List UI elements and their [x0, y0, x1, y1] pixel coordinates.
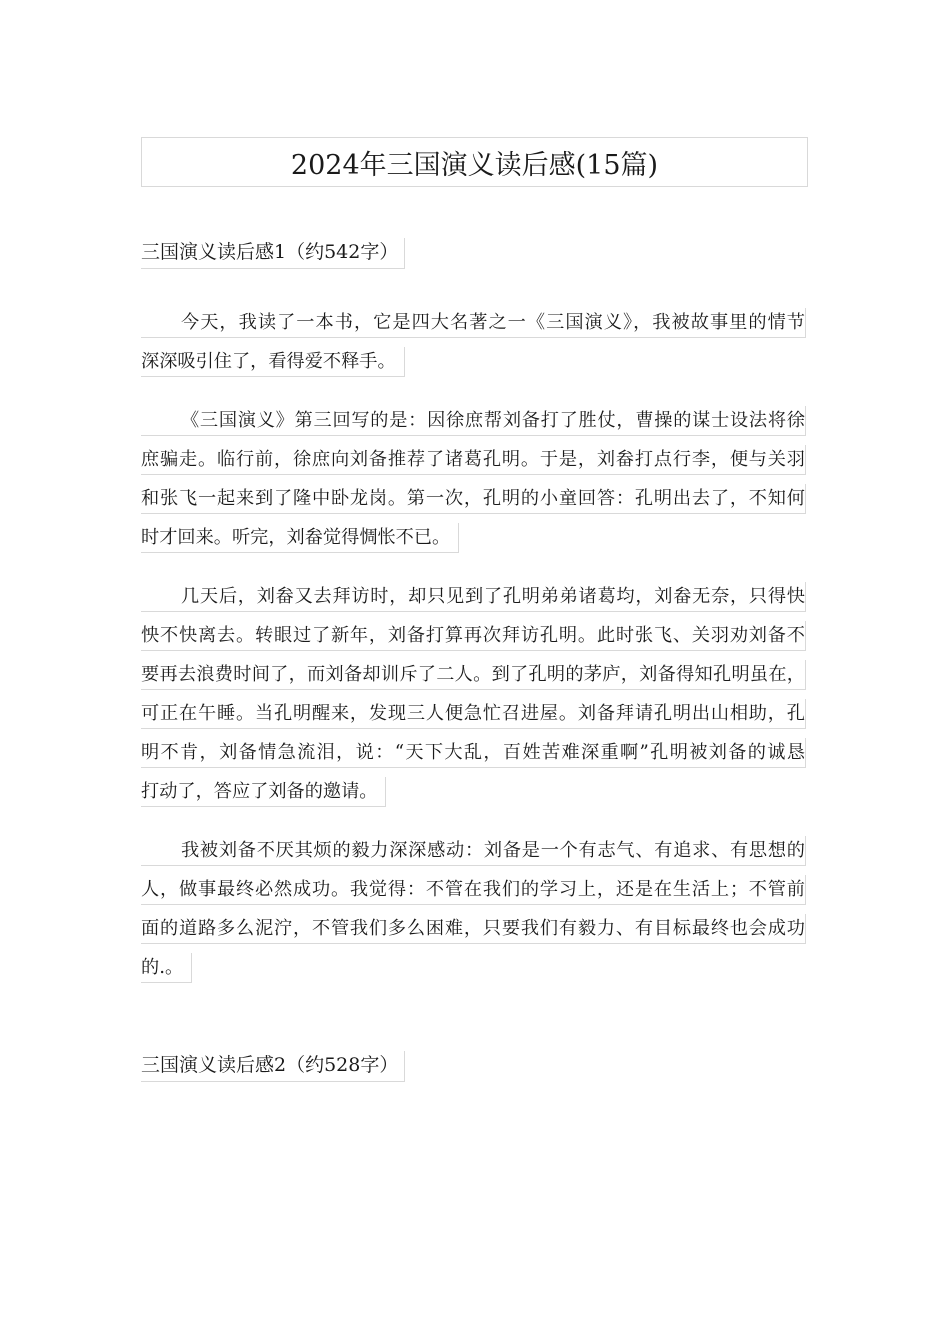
- paragraph-line: 的.。: [141, 953, 192, 983]
- paragraph-line: 要再去浪费时间了，而刘备却训斥了二人。到了孔明的茅庐，刘备得知孔明虽在，: [141, 660, 806, 690]
- paragraph-line: 怏不快离去。转眼过了新年，刘备打算再次拜访孔明。此时张飞、关羽劝刘备不: [141, 621, 806, 651]
- paragraph-line: 时才回来。听完，刘畚觉得惆怅不已。: [141, 523, 459, 553]
- paragraph-line: 今天，我读了一本书，它是四大名著之一《三国演义》，我被故事里的情节: [141, 308, 806, 338]
- section-heading: 三国演义读后感1（约542字）: [141, 238, 405, 269]
- paragraph-line: 和张飞一起来到了隆中卧龙岗。第一次，孔明的小童回答：孔明出去了，不知何: [141, 484, 806, 514]
- paragraph-line: 可正在午睡。当孔明醒来，发现三人便急忙召进屋。刘备拜请孔明出山相助，孔: [141, 699, 806, 729]
- document-title: 2024年三国演义读后感(15篇): [141, 137, 808, 187]
- paragraph-line: 《三国演义》第三回写的是：因徐庶帮刘备打了胜仗，曹操的谋士设法将徐: [141, 406, 806, 436]
- paragraph-line: 面的道路多么泥泞，不管我们多么困难，只要我们有毅力、有目标最终也会成功: [141, 914, 806, 944]
- paragraph-line: 明不肯，刘备情急流泪，说：“天下大乱，百姓苦难深重啊”孔明被刘备的诚恳: [141, 738, 806, 768]
- paragraph-line: 人，做事最终必然成功。我觉得：不管在我们的学习上，还是在生活上；不管前: [141, 875, 806, 905]
- paragraph-line: 我被刘备不厌其烦的毅力深深感动：刘备是一个有志气、有追求、有思想的: [141, 836, 806, 866]
- paragraph-line: 打动了，答应了刘备的邀请。: [141, 777, 386, 807]
- paragraph-line: 庶骗走。临行前，徐庶向刘备推荐了诸葛孔明。于是，刘畚打点行李，便与关羽: [141, 445, 806, 475]
- paragraph-line: 深深吸引住了，看得爱不释手。: [141, 347, 405, 377]
- paragraph-line: 几天后，刘畚又去拜访时，却只见到了孔明弟弟诸葛均，刘畚无奈，只得快: [141, 582, 806, 612]
- section-heading: 三国演义读后感2（约528字）: [141, 1051, 405, 1082]
